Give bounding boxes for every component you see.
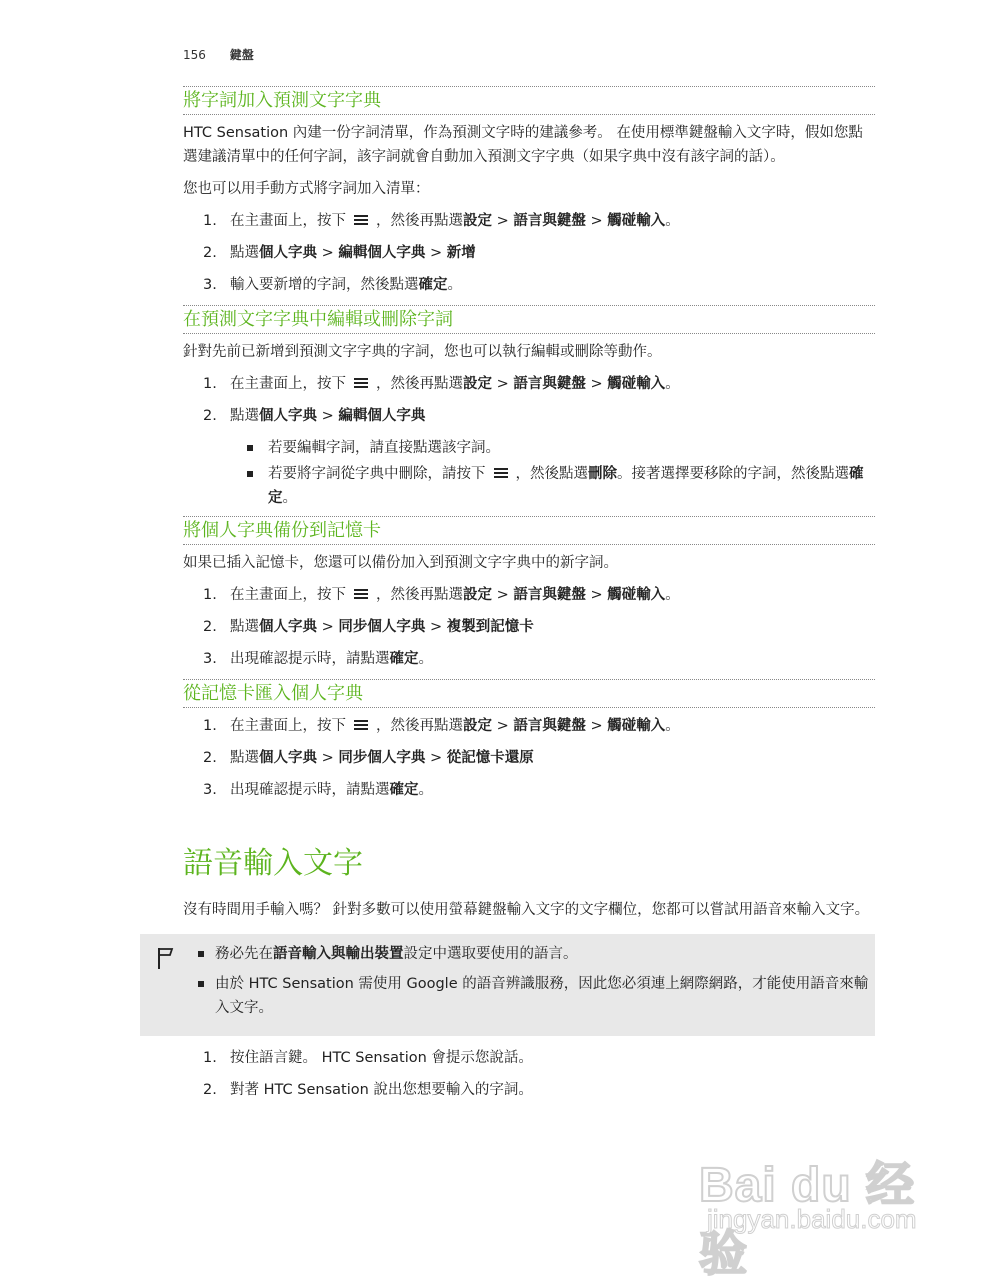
list-item: [183, 209, 875, 233]
steps-list: [183, 209, 875, 297]
chapter-title: 鍵盤: [229, 48, 254, 62]
note-bold: 語音輸入與輸出裝置: [273, 946, 404, 962]
menu-icon: [492, 464, 510, 482]
sub-bullet-list: [183, 436, 875, 510]
step-bold: 個人字典: [259, 750, 317, 766]
step-number: 2.: [203, 408, 217, 424]
page-header: [183, 46, 254, 63]
step-number: 2.: [203, 619, 217, 635]
watermark-logo-text: Bai du 经验: [699, 1159, 916, 1281]
step-text: ，然後再點選: [376, 587, 463, 603]
step-sep: >: [425, 245, 447, 261]
bullet-square-icon: [247, 445, 253, 451]
step-bold: 複製到記憶卡: [446, 619, 534, 635]
bullet-bold: 確定: [268, 466, 864, 506]
step-sep: >: [492, 718, 514, 734]
bullet-text: 若要將字詞從字典中刪除，請按下: [268, 466, 486, 482]
paragraph: 如果已插入記憶卡，您還可以備份加入到預測文字字典中的新字詞。: [183, 555, 618, 571]
step-bold: 觸碰輸入: [607, 587, 666, 603]
step-sep: >: [317, 245, 339, 261]
step-number: 2.: [203, 750, 217, 766]
step-sep: >: [492, 213, 514, 229]
note-item: [140, 942, 875, 966]
step-text: ，然後再點選: [376, 213, 463, 229]
steps-list: [183, 714, 875, 802]
list-item: [183, 746, 875, 770]
baidu-watermark: [699, 1142, 959, 1281]
step-bold: 編輯個人字典: [338, 245, 426, 261]
step-text: 點選: [230, 245, 259, 261]
step-bold: 同步個人字典: [338, 750, 426, 766]
step-text: 。: [418, 651, 433, 667]
bullet-bold: 刪除: [588, 466, 617, 482]
step-text: 。: [665, 587, 680, 603]
step-bold: 編輯個人字典: [338, 408, 426, 424]
paragraph: 沒有時間用手輸入嗎？ 針對多數可以使用螢幕鍵盤輸入文字的文字欄位，您都可以嘗試用語音來輸入文字。: [183, 902, 870, 918]
paragraph: HTC Sensation 內建一份字詞清單，作為預測文字時的建議參考。 在使用標準鍵盤輸入文字時，假如您點選建議清單中的任何字詞，該字詞就會自動加入預測文字字典（如果字典中沒有該字詞的話）。: [183, 125, 863, 165]
page-number: 156: [183, 48, 206, 62]
paragraph: 您也可以用手動方式將字詞加入清單：: [183, 181, 430, 197]
step-text: 。: [665, 376, 680, 392]
step-number: 3.: [203, 782, 217, 798]
list-item: [183, 615, 875, 639]
step-number: 3.: [203, 651, 217, 667]
step-sep: >: [492, 376, 514, 392]
step-bold: 觸碰輸入: [607, 213, 666, 229]
step-bold: 個人字典: [259, 619, 317, 635]
paragraph: 針對先前已新增到預測文字字典的字詞，您也可以執行編輯或刪除等動作。: [183, 344, 662, 360]
list-item: [183, 1046, 875, 1070]
step-number: 1.: [203, 718, 217, 734]
list-item: [183, 241, 875, 265]
step-bold: 設定: [463, 718, 492, 734]
list-item: [183, 404, 875, 428]
step-text: 。: [418, 782, 433, 798]
bullet-square-icon: [198, 981, 204, 987]
step-bold: 確定: [389, 651, 419, 667]
note-box: [140, 934, 875, 1036]
list-item: [183, 647, 875, 671]
list-item: [183, 778, 875, 802]
step-number: 1.: [203, 376, 217, 392]
list-item: [183, 714, 875, 738]
step-text: ，然後再點選: [376, 376, 463, 392]
menu-icon: [352, 585, 370, 603]
step-bold: 新增: [446, 245, 476, 261]
step-text: ，然後再點選: [376, 718, 463, 734]
step-bold: 確定: [418, 277, 448, 293]
step-bold: 語言與鍵盤: [513, 376, 586, 392]
step-sep: >: [317, 408, 339, 424]
step-bold: 設定: [463, 213, 492, 229]
menu-icon: [352, 716, 370, 734]
step-text: 在主畫面上，按下: [230, 718, 346, 734]
bullet-text: 。: [282, 490, 297, 506]
step-text: 。: [665, 213, 680, 229]
note-item: [140, 972, 875, 1020]
menu-icon: [352, 211, 370, 229]
section-title-import: 從記憶卡匯入個人字典: [183, 679, 875, 708]
step-number: 1.: [203, 213, 217, 229]
step-text: 。: [665, 718, 680, 734]
list-item: [183, 1078, 875, 1102]
step-text: 出現確認提示時，請點選: [230, 651, 390, 667]
step-text: 點選: [230, 619, 259, 635]
step-sep: >: [317, 750, 339, 766]
steps-list: [183, 1046, 875, 1102]
bullet-text: 若要編輯字詞，請直接點選該字詞。: [268, 440, 500, 456]
list-item: [183, 583, 875, 607]
step-number: 2.: [203, 1082, 217, 1098]
step-sep: >: [585, 587, 608, 603]
step-sep: >: [585, 376, 608, 392]
step-number: 1.: [203, 1050, 217, 1066]
step-text: 點選: [230, 408, 259, 424]
step-text: 在主畫面上，按下: [230, 213, 346, 229]
step-bold: 從記憶卡還原: [446, 750, 534, 766]
step-text: 在主畫面上，按下: [230, 376, 346, 392]
step-sep: >: [585, 718, 608, 734]
step-bold: 個人字典: [259, 245, 317, 261]
bullet-square-icon: [198, 951, 204, 957]
step-bold: 設定: [463, 376, 492, 392]
steps-list: [183, 372, 875, 428]
page-content: [183, 86, 875, 1110]
watermark-url: jingyan.baidu.com: [707, 1204, 917, 1234]
step-text: 。: [447, 277, 462, 293]
section-title-edit-delete: 在預測文字字典中編輯或刪除字詞: [183, 305, 875, 334]
bullet-text: 。接著選擇要移除的字詞，然後點選: [617, 466, 849, 482]
step-bold: 設定: [463, 587, 492, 603]
bullet-square-icon: [247, 471, 253, 477]
menu-icon: [352, 374, 370, 392]
note-text: 務必先在: [215, 946, 273, 962]
note-text: 由於 HTC Sensation 需使用 Google 的語音辨識服務，因此您必須連上網際網路，才能使用語音來輸入文字。: [215, 976, 869, 1016]
step-sep: >: [425, 619, 447, 635]
step-text: 點選: [230, 750, 259, 766]
step-bold: 確定: [389, 782, 419, 798]
step-text: 出現確認提示時，請點選: [230, 782, 390, 798]
step-sep: >: [585, 213, 608, 229]
step-bold: 觸碰輸入: [607, 718, 666, 734]
step-bold: 語言與鍵盤: [513, 718, 586, 734]
section-title-backup: 將個人字典備份到記憶卡: [183, 516, 875, 545]
list-item: [183, 372, 875, 396]
step-bold: 語言與鍵盤: [513, 587, 586, 603]
step-text: 對著 HTC Sensation 說出您想要輸入的字詞。: [230, 1082, 533, 1098]
steps-list: [183, 583, 875, 671]
step-text: 輸入要新增的字詞，然後點選: [230, 277, 419, 293]
section-title-add-words: 將字詞加入預測文字字典: [183, 86, 875, 115]
step-bold: 個人字典: [259, 408, 317, 424]
step-sep: >: [492, 587, 514, 603]
chapter-section-title: 語音輸入文字: [183, 846, 363, 881]
step-text: 按住語言鍵。 HTC Sensation 會提示您說話。: [230, 1050, 533, 1066]
step-number: 3.: [203, 277, 217, 293]
list-item: [183, 462, 875, 510]
note-text: 設定中選取要使用的語言。: [403, 946, 578, 962]
step-bold: 同步個人字典: [338, 619, 426, 635]
step-bold: 語言與鍵盤: [513, 213, 586, 229]
bullet-text: ，然後點選: [515, 466, 588, 482]
list-item: [183, 436, 875, 460]
step-text: 在主畫面上，按下: [230, 587, 346, 603]
step-bold: 觸碰輸入: [607, 376, 666, 392]
step-number: 1.: [203, 587, 217, 603]
step-sep: >: [317, 619, 339, 635]
step-number: 2.: [203, 245, 217, 261]
list-item: [183, 273, 875, 297]
step-sep: >: [425, 750, 447, 766]
